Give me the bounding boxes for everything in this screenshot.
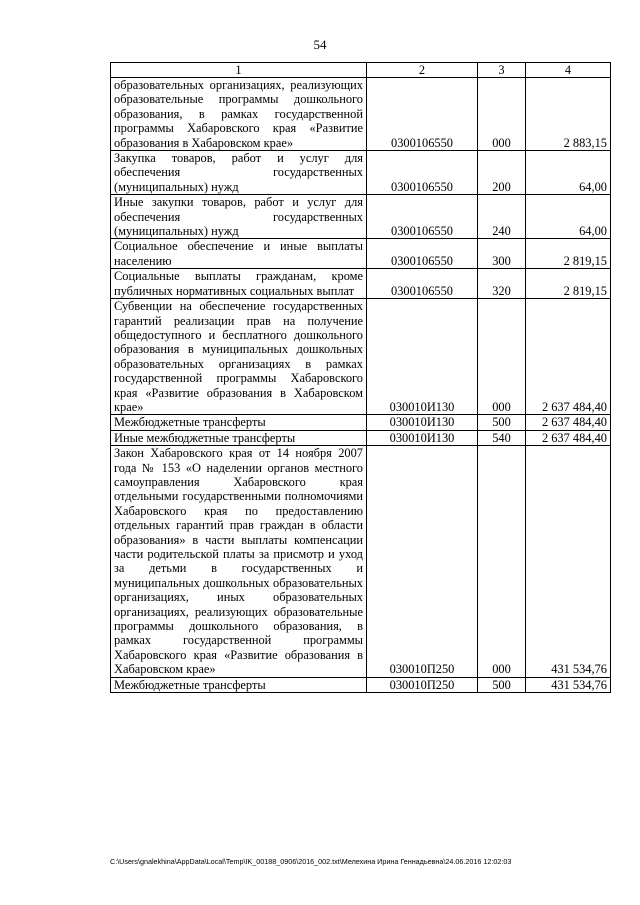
row-expense-type: 000	[478, 78, 526, 151]
row-name: Межбюджетные трансферты	[111, 415, 367, 430]
row-amount: 2 637 484,40	[526, 430, 611, 445]
row-name: Закупка товаров, работ и услуг для обеспечения государственных (муниципальных) нужд	[111, 151, 367, 195]
table-row	[111, 269, 611, 299]
row-amount: 431 534,76	[526, 446, 611, 678]
row-target-code: 030010П250	[367, 446, 478, 678]
row-target-code: 030010И130	[367, 430, 478, 445]
row-expense-type: 540	[478, 430, 526, 445]
row-name: образовательных организациях, реализующих образовательные программы дошкольного образования, в рамках государственной программы Хабаровского края «Развитие образования в Хабаровском крае»	[111, 78, 367, 151]
table-row	[111, 78, 611, 151]
row-name: Социальное обеспечение и иные выплаты населению	[111, 239, 367, 269]
table-row	[111, 239, 611, 269]
row-amount: 2 819,15	[526, 239, 611, 269]
row-target-code: 030010И130	[367, 415, 478, 430]
row-target-code: 030010И130	[367, 299, 478, 415]
row-target-code: 0300106550	[367, 269, 478, 299]
row-amount: 2 637 484,40	[526, 299, 611, 415]
budget-table	[110, 62, 611, 693]
row-amount: 64,00	[526, 151, 611, 195]
file-path-footer: C:\Users\gnalekhina\AppData\Local\Temp\IK_00188_0906\2016_002.txt\Мелехина Ирина Геннадьевна\24.06.2016 12:02:03	[110, 857, 512, 866]
column-header: 1	[111, 63, 367, 78]
row-name: Межбюджетные трансферты	[111, 677, 367, 692]
table-row	[111, 677, 611, 692]
row-expense-type: 300	[478, 239, 526, 269]
column-header: 4	[526, 63, 611, 78]
row-target-code: 0300106550	[367, 239, 478, 269]
row-target-code: 0300106550	[367, 151, 478, 195]
row-target-code: 0300106550	[367, 78, 478, 151]
table-row	[111, 151, 611, 195]
row-amount: 2 819,15	[526, 269, 611, 299]
table-row	[111, 430, 611, 445]
row-expense-type: 320	[478, 269, 526, 299]
row-target-code: 0300106550	[367, 195, 478, 239]
row-expense-type: 000	[478, 446, 526, 678]
row-expense-type: 240	[478, 195, 526, 239]
table-row	[111, 195, 611, 239]
table-row	[111, 299, 611, 415]
row-name: Иные закупки товаров, работ и услуг для обеспечения государственных (муниципальных) нужд	[111, 195, 367, 239]
row-name: Закон Хабаровского края от 14 ноября 2007 года № 153 «О наделении органов местного самоуправления Хабаровского края отдельными государственными полномочиями Хабаровского края по предоставлению отдельных гарантий прав граждан в области образования» в части выплаты компенсации части родительской платы за присмотр и уход за детьми в государственных и муниципальных дошкольных образовательных организациях, иных образовательных организациях, реализующих образовательные программы дошкольного образования, в рамках государственной программы Хабаровского края «Развитие образования в Хабаровском крае»	[111, 446, 367, 678]
row-expense-type: 500	[478, 677, 526, 692]
row-name: Социальные выплаты гражданам, кроме публичных нормативных социальных выплат	[111, 269, 367, 299]
row-amount: 64,00	[526, 195, 611, 239]
column-header: 2	[367, 63, 478, 78]
row-expense-type: 500	[478, 415, 526, 430]
row-amount: 431 534,76	[526, 677, 611, 692]
page-number: 54	[313, 37, 327, 52]
row-expense-type: 000	[478, 299, 526, 415]
row-amount: 2 637 484,40	[526, 415, 611, 430]
row-name: Субвенции на обеспечение государственных гарантий реализации прав на получение общедоступного и бесплатного дошкольного образования в муниципальных дошкольных образовательных организациях в рамках государственной программы Хабаровского края «Развитие образования в Хабаровском крае»	[111, 299, 367, 415]
table-header-row	[111, 63, 611, 78]
table-row	[111, 415, 611, 430]
column-header: 3	[478, 63, 526, 78]
row-expense-type: 200	[478, 151, 526, 195]
table-row	[111, 446, 611, 678]
row-name: Иные межбюджетные трансферты	[111, 430, 367, 445]
row-target-code: 030010П250	[367, 677, 478, 692]
row-amount: 2 883,15	[526, 78, 611, 151]
